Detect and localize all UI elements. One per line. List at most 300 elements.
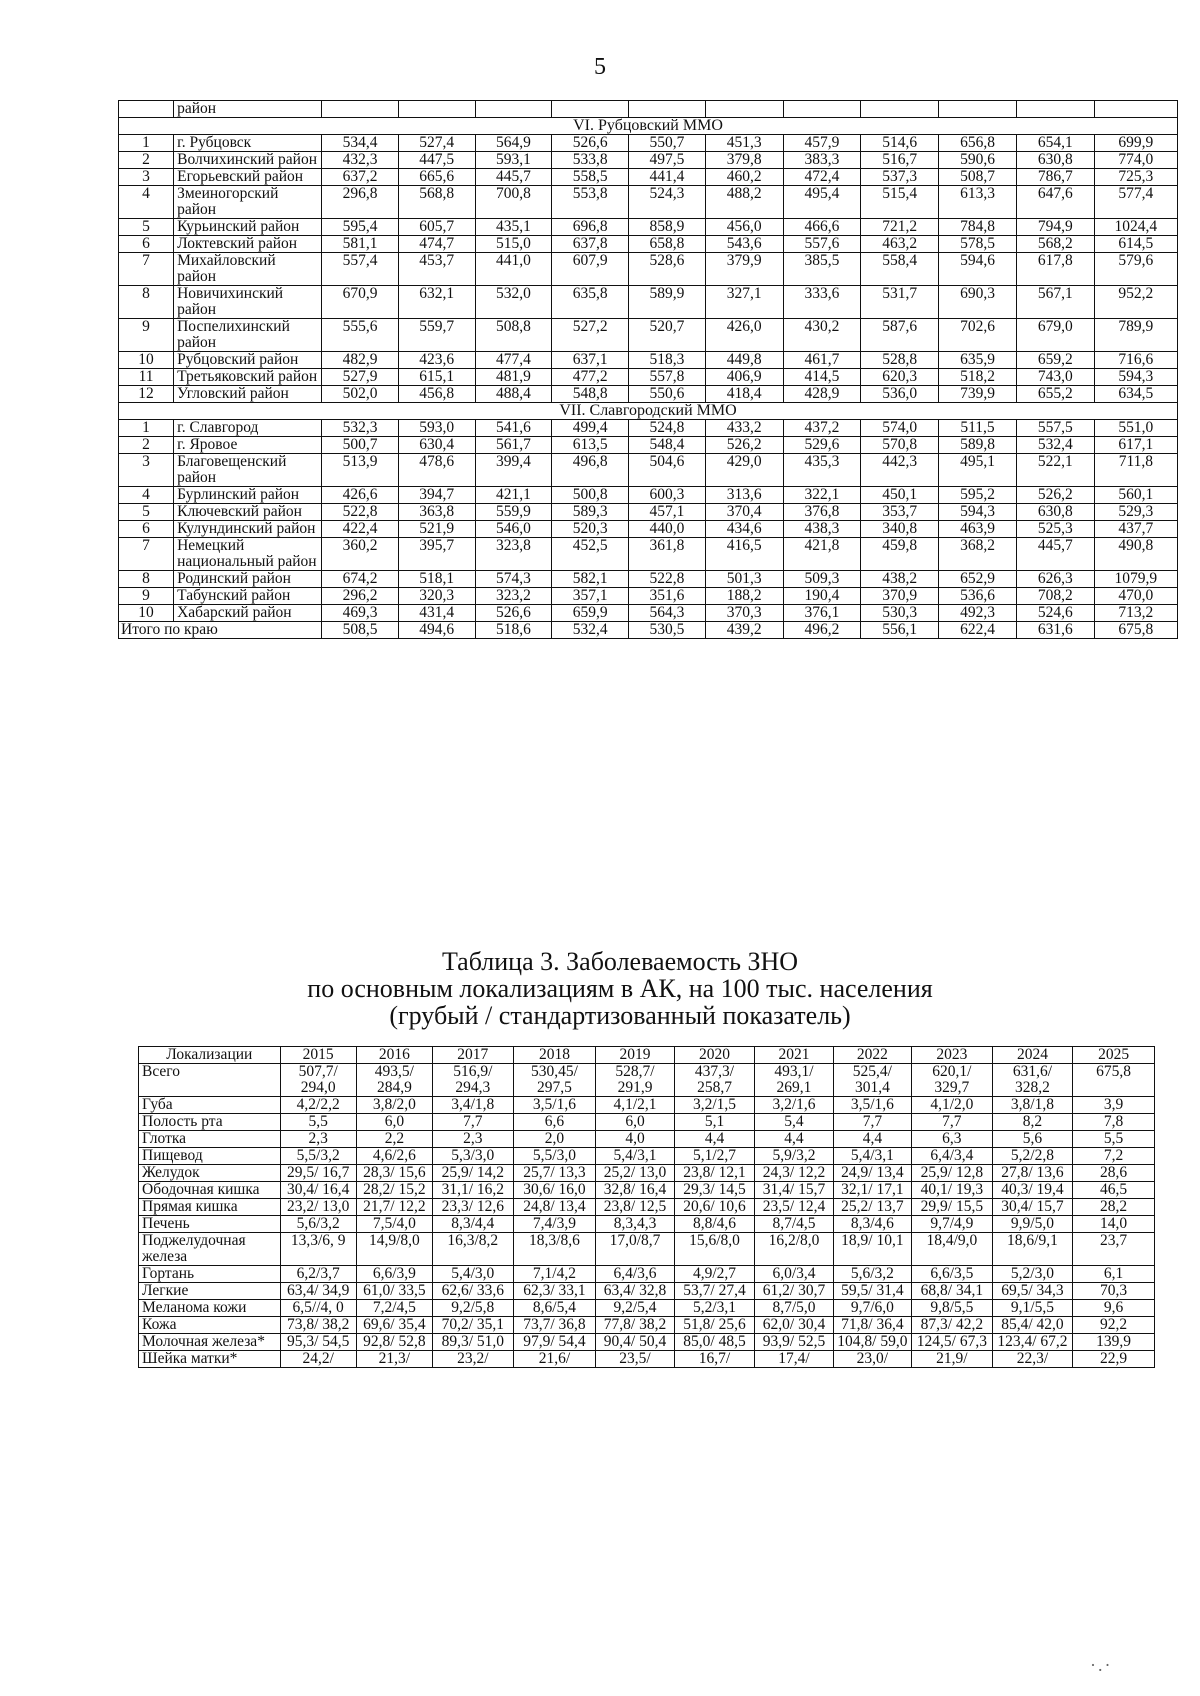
- value-cell: 23,5/ 12,4: [755, 1199, 833, 1216]
- value-cell: 595,2: [939, 487, 1017, 504]
- value-cell: 62,6/ 33,6: [433, 1283, 514, 1300]
- value-cell: 40,3/ 19,4: [992, 1182, 1073, 1199]
- value-cell: 548,8: [552, 386, 629, 403]
- value-cell: 7,7: [912, 1114, 993, 1131]
- row-number-cell: 4: [119, 186, 174, 219]
- value-cell: 6,2/3,7: [280, 1266, 356, 1283]
- value-cell: 28,3/ 15,6: [356, 1165, 432, 1182]
- value-cell: 466,6: [783, 219, 861, 236]
- value-cell: 440,0: [629, 521, 706, 538]
- table-row: [119, 186, 1178, 219]
- value-cell: 551,0: [1094, 420, 1177, 437]
- value-cell: 508,8: [475, 319, 552, 352]
- value-cell: 532,4: [552, 622, 629, 639]
- value-cell: 8,3/4,6: [833, 1216, 911, 1233]
- value-cell: 630,8: [1016, 504, 1094, 521]
- table-row: [119, 454, 1178, 487]
- table-row: [119, 319, 1178, 352]
- year-header-cell: 2015: [280, 1047, 356, 1064]
- value-cell: 595,4: [322, 219, 399, 236]
- value-cell: 394,7: [398, 487, 475, 504]
- value-cell: 428,9: [783, 386, 861, 403]
- value-cell: 8,8/4,6: [674, 1216, 755, 1233]
- localization-name-cell: Всего: [139, 1064, 281, 1097]
- value-cell: 488,2: [705, 186, 783, 219]
- value-cell: 8,7/5,0: [755, 1300, 833, 1317]
- value-cell: 5,6/3,2: [833, 1266, 911, 1283]
- value-cell: 379,8: [705, 152, 783, 169]
- value-cell: 8,6/5,4: [513, 1300, 596, 1317]
- value-cell: 61,0/ 33,5: [356, 1283, 432, 1300]
- value-cell: 522,8: [322, 504, 399, 521]
- year-header-cell: 2023: [912, 1047, 993, 1064]
- value-cell: 675,8: [1073, 1064, 1155, 1097]
- district-name-cell: г. Славгород: [174, 420, 322, 437]
- value-cell: 559,9: [475, 504, 552, 521]
- value-cell: 28,2/ 15,2: [356, 1182, 432, 1199]
- value-cell: 426,0: [705, 319, 783, 352]
- value-cell: 5,5/3,2: [280, 1148, 356, 1165]
- value-cell: 421,8: [783, 538, 861, 571]
- value-cell: 1024,4: [1094, 219, 1177, 236]
- value-cell: 527,9: [322, 369, 399, 386]
- row-number-cell: 7: [119, 538, 174, 571]
- value-cell: 6,3: [912, 1131, 993, 1148]
- value-cell: 500,7: [322, 437, 399, 454]
- table-row: [119, 152, 1178, 169]
- value-cell: 376,8: [783, 504, 861, 521]
- table-row: [139, 1334, 1155, 1351]
- value-cell: 5,4/3,1: [833, 1148, 911, 1165]
- caption-line-2: по основным локализациям в АК, на 100 тыс. населения: [307, 974, 933, 1003]
- table-row: [139, 1300, 1155, 1317]
- value-cell: 27,8/ 13,6: [992, 1165, 1073, 1182]
- value-cell: 739,9: [939, 386, 1017, 403]
- value-cell: 432,3: [322, 152, 399, 169]
- value-cell: 430,2: [783, 319, 861, 352]
- year-header-cell: 2018: [513, 1047, 596, 1064]
- section-title: VI. Рубцовский ММО: [119, 118, 1178, 135]
- district-name-cell: Благовещенский район: [174, 454, 322, 487]
- value-cell: 537,3: [861, 169, 939, 186]
- value-cell: 4,4: [833, 1131, 911, 1148]
- value-cell: 296,2: [322, 588, 399, 605]
- value-cell: 25,2/ 13,7: [833, 1199, 911, 1216]
- value-cell: 40,1/ 19,3: [912, 1182, 993, 1199]
- value-cell: 333,6: [783, 286, 861, 319]
- value-cell: 526,6: [475, 605, 552, 622]
- value-cell: 593,1: [475, 152, 552, 169]
- value-cell: 501,3: [705, 571, 783, 588]
- table-caption: [270, 948, 970, 1029]
- value-cell: 550,6: [629, 386, 706, 403]
- value-cell: 495,4: [783, 186, 861, 219]
- table-row: [119, 504, 1178, 521]
- value-cell: 90,4/ 50,4: [596, 1334, 674, 1351]
- value-cell: 21,3/: [356, 1351, 432, 1368]
- value-cell: 426,6: [322, 487, 399, 504]
- value-cell: 550,7: [629, 135, 706, 152]
- value-cell: 526,6: [552, 135, 629, 152]
- value-cell: 13,3/6, 9: [280, 1233, 356, 1266]
- value-cell: 351,6: [629, 588, 706, 605]
- value-cell: 435,1: [475, 219, 552, 236]
- value-cell: 531,7: [861, 286, 939, 319]
- value-cell: 716,6: [1094, 352, 1177, 369]
- value-cell: 21,6/: [513, 1351, 596, 1368]
- value-cell: 581,1: [322, 236, 399, 253]
- value-cell: [783, 101, 861, 118]
- value-cell: 632,1: [398, 286, 475, 319]
- table-row: [119, 169, 1178, 186]
- value-cell: 3,5/1,6: [513, 1097, 596, 1114]
- value-cell: 340,8: [861, 521, 939, 538]
- value-cell: 494,6: [398, 622, 475, 639]
- value-cell: 5,5: [280, 1114, 356, 1131]
- value-cell: 85,4/ 42,0: [992, 1317, 1073, 1334]
- value-cell: [475, 101, 552, 118]
- value-cell: 478,6: [398, 454, 475, 487]
- value-cell: 508,5: [322, 622, 399, 639]
- value-cell: [322, 101, 399, 118]
- value-cell: 361,8: [629, 538, 706, 571]
- value-cell: 711,8: [1094, 454, 1177, 487]
- value-cell: 422,4: [322, 521, 399, 538]
- value-cell: 77,8/ 38,2: [596, 1317, 674, 1334]
- localization-name-cell: Поджелудочная железа: [139, 1233, 281, 1266]
- table-row: [119, 135, 1178, 152]
- table-row: [119, 487, 1178, 504]
- value-cell: 613,5: [552, 437, 629, 454]
- value-cell: 536,0: [861, 386, 939, 403]
- localization-name-cell: Печень: [139, 1216, 281, 1233]
- localization-incidence-table: [138, 1046, 1155, 1368]
- district-name-cell: Курьинский район: [174, 219, 322, 236]
- value-cell: 568,2: [1016, 236, 1094, 253]
- value-cell: 617,8: [1016, 253, 1094, 286]
- value-cell: 520,7: [629, 319, 706, 352]
- value-cell: 6,1: [1073, 1266, 1155, 1283]
- value-cell: 530,5: [629, 622, 706, 639]
- value-cell: 493,1/ 269,1: [755, 1064, 833, 1097]
- value-cell: 16,3/8,2: [433, 1233, 514, 1266]
- value-cell: 659,9: [552, 605, 629, 622]
- value-cell: 368,2: [939, 538, 1017, 571]
- value-cell: 92,8/ 52,8: [356, 1334, 432, 1351]
- value-cell: 451,3: [705, 135, 783, 152]
- value-cell: [1016, 101, 1094, 118]
- value-cell: 690,3: [939, 286, 1017, 319]
- value-cell: 5,1/2,7: [674, 1148, 755, 1165]
- localization-name-cell: Шейка матки*: [139, 1351, 281, 1368]
- table-row: [119, 352, 1178, 369]
- value-cell: 496,2: [783, 622, 861, 639]
- value-cell: 482,9: [322, 352, 399, 369]
- district-name-cell: Хабарский район: [174, 605, 322, 622]
- value-cell: 789,9: [1094, 319, 1177, 352]
- localization-name-cell: Кожа: [139, 1317, 281, 1334]
- value-cell: 474,7: [398, 236, 475, 253]
- value-cell: 534,4: [322, 135, 399, 152]
- value-cell: 4,1/2,1: [596, 1097, 674, 1114]
- value-cell: 513,9: [322, 454, 399, 487]
- value-cell: 515,4: [861, 186, 939, 219]
- value-cell: 379,9: [705, 253, 783, 286]
- value-cell: 104,8/ 59,0: [833, 1334, 911, 1351]
- value-cell: 2,3: [280, 1131, 356, 1148]
- value-cell: 15,6/8,0: [674, 1233, 755, 1266]
- value-cell: 527,4: [398, 135, 475, 152]
- value-cell: 620,3: [861, 369, 939, 386]
- value-cell: 600,3: [629, 487, 706, 504]
- total-label-cell: Итого по краю: [119, 622, 322, 639]
- section-title: VII. Славгородский ММО: [119, 403, 1178, 420]
- value-cell: 502,0: [322, 386, 399, 403]
- table-row: [119, 219, 1178, 236]
- value-cell: 675,8: [1094, 622, 1177, 639]
- value-cell: 3,5/1,6: [833, 1097, 911, 1114]
- value-cell: 353,7: [861, 504, 939, 521]
- value-cell: 8,3,4,3: [596, 1216, 674, 1233]
- value-cell: 8,3/4,4: [433, 1216, 514, 1233]
- row-number-cell: 5: [119, 219, 174, 236]
- value-cell: 574,3: [475, 571, 552, 588]
- value-cell: 9,8/5,5: [912, 1300, 993, 1317]
- value-cell: 385,5: [783, 253, 861, 286]
- value-cell: 528,8: [861, 352, 939, 369]
- value-cell: 525,3: [1016, 521, 1094, 538]
- value-cell: 370,3: [705, 605, 783, 622]
- value-cell: 23,7: [1073, 1233, 1155, 1266]
- value-cell: 3,9: [1073, 1097, 1155, 1114]
- value-cell: 699,9: [1094, 135, 1177, 152]
- value-cell: 22,3/: [992, 1351, 1073, 1368]
- value-cell: 614,5: [1094, 236, 1177, 253]
- value-cell: 416,5: [705, 538, 783, 571]
- value-cell: 784,8: [939, 219, 1017, 236]
- value-cell: 437,7: [1094, 521, 1177, 538]
- value-cell: 5,3/3,0: [433, 1148, 514, 1165]
- value-cell: 794,9: [1016, 219, 1094, 236]
- value-cell: [939, 101, 1017, 118]
- value-cell: 493,5/ 284,9: [356, 1064, 432, 1097]
- value-cell: 4,1/2,0: [912, 1097, 993, 1114]
- value-cell: 460,2: [705, 169, 783, 186]
- value-cell: 570,8: [861, 437, 939, 454]
- value-cell: 24,2/: [280, 1351, 356, 1368]
- value-cell: 357,1: [552, 588, 629, 605]
- value-cell: 532,4: [1016, 437, 1094, 454]
- value-cell: 370,4: [705, 504, 783, 521]
- value-cell: 438,3: [783, 521, 861, 538]
- row-number-cell: [119, 101, 174, 118]
- value-cell: 509,3: [783, 571, 861, 588]
- value-cell: 518,2: [939, 369, 1017, 386]
- value-cell: 23,2/ 13,0: [280, 1199, 356, 1216]
- value-cell: 561,7: [475, 437, 552, 454]
- value-cell: 472,4: [783, 169, 861, 186]
- value-cell: 4,4: [674, 1131, 755, 1148]
- value-cell: 515,0: [475, 236, 552, 253]
- row-number-cell: 8: [119, 286, 174, 319]
- value-cell: 24,9/ 13,4: [833, 1165, 911, 1182]
- value-cell: 6,6/3,5: [912, 1266, 993, 1283]
- value-cell: 441,0: [475, 253, 552, 286]
- value-cell: 445,7: [1016, 538, 1094, 571]
- row-number-cell: 12: [119, 386, 174, 403]
- table-row: [139, 1266, 1155, 1283]
- value-cell: 376,1: [783, 605, 861, 622]
- value-cell: 567,1: [1016, 286, 1094, 319]
- value-cell: 500,8: [552, 487, 629, 504]
- value-cell: 6,6/3,9: [356, 1266, 432, 1283]
- row-number-cell: 9: [119, 319, 174, 352]
- value-cell: 23,2/: [433, 1351, 514, 1368]
- district-name-cell: Поспелихинский район: [174, 319, 322, 352]
- district-incidence-table: [118, 100, 1178, 639]
- value-cell: [705, 101, 783, 118]
- value-cell: 459,8: [861, 538, 939, 571]
- value-cell: 589,3: [552, 504, 629, 521]
- value-cell: 620,1/ 329,7: [912, 1064, 993, 1097]
- district-name-cell: Волчихинский район: [174, 152, 322, 169]
- value-cell: 670,9: [322, 286, 399, 319]
- caption-line-3: (грубый / стандартизованный показатель): [389, 1001, 851, 1030]
- value-cell: 546,0: [475, 521, 552, 538]
- table-row: [119, 253, 1178, 286]
- value-cell: 3,2/1,5: [674, 1097, 755, 1114]
- localization-name-cell: Глотка: [139, 1131, 281, 1148]
- value-cell: 6,5//4, 0: [280, 1300, 356, 1317]
- value-cell: 320,3: [398, 588, 475, 605]
- value-cell: 488,4: [475, 386, 552, 403]
- value-cell: 23,5/: [596, 1351, 674, 1368]
- value-cell: 29,9/ 15,5: [912, 1199, 993, 1216]
- value-cell: 463,2: [861, 236, 939, 253]
- localization-name-cell: Губа: [139, 1097, 281, 1114]
- value-cell: 5,5: [1073, 1131, 1155, 1148]
- value-cell: 457,9: [783, 135, 861, 152]
- value-cell: 190,4: [783, 588, 861, 605]
- section-row: [119, 118, 1178, 135]
- value-cell: 520,3: [552, 521, 629, 538]
- row-number-cell: 9: [119, 588, 174, 605]
- value-cell: 679,0: [1016, 319, 1094, 352]
- value-cell: 626,3: [1016, 571, 1094, 588]
- value-cell: 73,7/ 36,8: [513, 1317, 596, 1334]
- value-cell: 497,5: [629, 152, 706, 169]
- value-cell: 2,3: [433, 1131, 514, 1148]
- value-cell: 647,6: [1016, 186, 1094, 219]
- value-cell: 524,8: [629, 420, 706, 437]
- value-cell: 708,2: [1016, 588, 1094, 605]
- value-cell: 6,0/3,4: [755, 1266, 833, 1283]
- value-cell: 477,2: [552, 369, 629, 386]
- value-cell: 29,5/ 16,7: [280, 1165, 356, 1182]
- localization-name-cell: Желудок: [139, 1165, 281, 1182]
- value-cell: 18,4/9,0: [912, 1233, 993, 1266]
- value-cell: 659,2: [1016, 352, 1094, 369]
- value-cell: 18,9/ 10,1: [833, 1233, 911, 1266]
- value-cell: 433,2: [705, 420, 783, 437]
- value-cell: 556,1: [861, 622, 939, 639]
- table-row: [119, 521, 1178, 538]
- table-row: [139, 1148, 1155, 1165]
- table-row: [139, 1233, 1155, 1266]
- value-cell: 437,3/ 258,7: [674, 1064, 755, 1097]
- value-cell: 429,0: [705, 454, 783, 487]
- value-cell: 674,2: [322, 571, 399, 588]
- value-cell: 71,8/ 36,4: [833, 1317, 911, 1334]
- value-cell: 124,5/ 67,3: [912, 1334, 993, 1351]
- value-cell: 635,9: [939, 352, 1017, 369]
- row-number-cell: 5: [119, 504, 174, 521]
- district-name-cell: Змеиногорский район: [174, 186, 322, 219]
- row-number-cell: 7: [119, 253, 174, 286]
- value-cell: 524,3: [629, 186, 706, 219]
- table-row: [139, 1317, 1155, 1334]
- value-cell: 8,7/4,5: [755, 1216, 833, 1233]
- value-cell: 29,3/ 14,5: [674, 1182, 755, 1199]
- value-cell: 5,6: [992, 1131, 1073, 1148]
- value-cell: 558,5: [552, 169, 629, 186]
- value-cell: 557,8: [629, 369, 706, 386]
- value-cell: 518,6: [475, 622, 552, 639]
- table-row: [119, 286, 1178, 319]
- value-cell: 25,9/ 14,2: [433, 1165, 514, 1182]
- value-cell: 6,0: [356, 1114, 432, 1131]
- value-cell: 700,8: [475, 186, 552, 219]
- value-cell: 68,8/ 34,1: [912, 1283, 993, 1300]
- value-cell: 536,6: [939, 588, 1017, 605]
- value-cell: 582,1: [552, 571, 629, 588]
- value-cell: 507,7/ 294,0: [280, 1064, 356, 1097]
- value-cell: 532,3: [322, 420, 399, 437]
- district-name-cell: Локтевский район: [174, 236, 322, 253]
- value-cell: 594,3: [1094, 369, 1177, 386]
- value-cell: 5,1: [674, 1114, 755, 1131]
- table-row: [139, 1216, 1155, 1233]
- value-cell: 28,6: [1073, 1165, 1155, 1182]
- value-cell: 3,4/1,8: [433, 1097, 514, 1114]
- value-cell: 655,2: [1016, 386, 1094, 403]
- value-cell: 557,5: [1016, 420, 1094, 437]
- value-cell: 23,3/ 12,6: [433, 1199, 514, 1216]
- value-cell: 3,8/1,8: [992, 1097, 1073, 1114]
- value-cell: 9,1/5,5: [992, 1300, 1073, 1317]
- value-cell: 17,4/: [755, 1351, 833, 1368]
- value-cell: 25,9/ 12,8: [912, 1165, 993, 1182]
- value-cell: 490,8: [1094, 538, 1177, 571]
- value-cell: 93,9/ 52,5: [755, 1334, 833, 1351]
- value-cell: 123,4/ 67,2: [992, 1334, 1073, 1351]
- value-cell: 439,2: [705, 622, 783, 639]
- value-cell: 399,4: [475, 454, 552, 487]
- value-cell: 637,8: [552, 236, 629, 253]
- value-cell: 51,8/ 25,6: [674, 1317, 755, 1334]
- value-cell: 17,0/8,7: [596, 1233, 674, 1266]
- value-cell: 463,9: [939, 521, 1017, 538]
- value-cell: 70,2/ 35,1: [433, 1317, 514, 1334]
- value-cell: 553,8: [552, 186, 629, 219]
- value-cell: 631,6/ 328,2: [992, 1064, 1073, 1097]
- value-cell: 637,2: [322, 169, 399, 186]
- value-cell: 630,8: [1016, 152, 1094, 169]
- value-cell: 526,2: [705, 437, 783, 454]
- value-cell: 721,2: [861, 219, 939, 236]
- value-cell: 7,8: [1073, 1114, 1155, 1131]
- value-cell: 470,0: [1094, 588, 1177, 605]
